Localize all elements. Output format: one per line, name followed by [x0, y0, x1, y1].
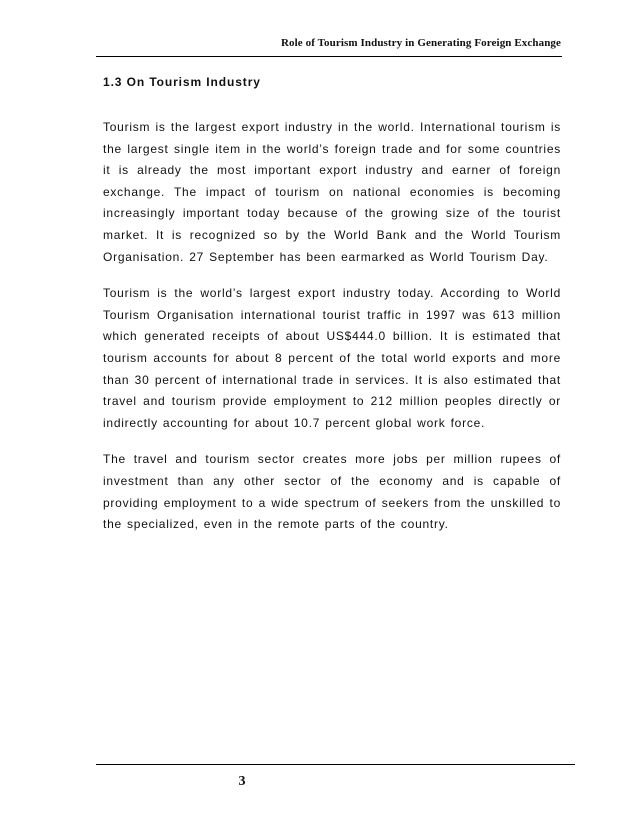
page-number: 3	[238, 774, 246, 789]
paragraph-2: Tourism is the world’s largest export industry today. According to World Tourism Organisation international tourist traffic in 1997 was 613 million which generated receipts of about US$444.0 billion. It is estimated that tourism accounts for about 8 percent of the total world exports and more than 30 percent of international trade in services. It is also estimated that travel and tourism provide employment to 212 million peoples directly or indirectly accounting for about 10.7 percent global work force.	[103, 286, 561, 430]
body-text	[103, 117, 561, 551]
running-header-title: Role of Tourism Industry in Generating Foreign Exchange	[280, 37, 561, 49]
footer-rule	[96, 764, 575, 765]
paragraph-1: Tourism is the largest export industry in the world. International tourism is the largest single item in the world’s foreign trade and for some countries it is already the most important export industry and earner of foreign exchange. The impact of tourism on national economies is becoming increasingly important today because of the growing size of the tourist market. It is recognized so by the World Bank and the World Tourism Organisation. 27 September has been earmarked as World Tourism Day.	[103, 120, 561, 264]
header-rule	[96, 56, 562, 57]
paragraph-3: The travel and tourism sector creates more jobs per million rupees of investment than any other sector of the economy and is capable of providing employment to a wide spectrum of seekers from the unskilled to the specialized, even in the remote parts of the country.	[103, 452, 561, 532]
section-heading: 1.3 On Tourism Industry	[103, 75, 261, 89]
